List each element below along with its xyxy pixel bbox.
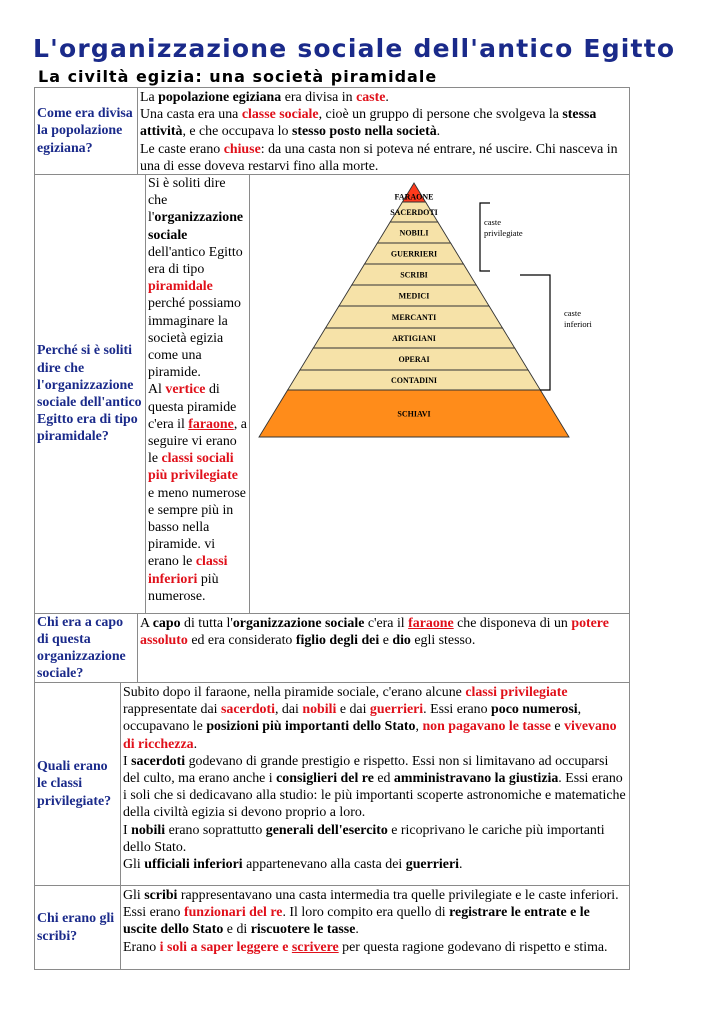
pyramid-level-label: GUERRIERI <box>390 249 438 259</box>
body-text: e meno numerose e sempre più in basso nella piramide. vi erano le <box>148 485 246 570</box>
body-text: : da una casta non si poteva né entrare, né uscire. Chi nasceva in una di esse doveva restarvi fino alla morte. <box>140 141 618 174</box>
highlight-text: guerrieri <box>369 702 424 718</box>
body-text: . Essi erano i soli che si dedicavano alla studio: le più importanti scoperte astronomiche e matematiche della civiltà egizia si devono proprio a loro. <box>123 771 626 821</box>
body-text: e <box>379 633 393 649</box>
pyramid-level-label: ARTIGIANI <box>392 334 436 343</box>
bracket-label-privileged: caste <box>484 217 501 227</box>
body-text: I <box>123 753 132 769</box>
body-text: . <box>385 90 389 105</box>
question-privilegiate: Quali erano le classi privilegiate? <box>34 682 121 886</box>
body-text: Una casta era una <box>140 107 242 123</box>
bold-text: amministravano la giustizia <box>393 771 559 787</box>
body-text: Le caste erano <box>140 141 224 157</box>
bold-text: consiglieri del re <box>276 771 374 787</box>
pyramid-level-label: NOBILI <box>399 228 429 238</box>
answer-privilegiate-p1 <box>123 684 627 753</box>
answer-scribi-p1 <box>123 887 627 939</box>
body-text: Gli <box>123 857 145 873</box>
bracket-label-privileged: privilegiate <box>484 228 523 238</box>
pyramid-level-label: SCRIBI <box>400 270 428 280</box>
bold-text: stessa attività <box>140 107 597 140</box>
body-text: . <box>436 124 441 140</box>
highlight-text: chiuse <box>223 141 261 157</box>
body-text: Erano <box>123 939 160 955</box>
highlight-text: classe sociale <box>241 107 319 123</box>
highlight-text: caste <box>356 90 386 105</box>
body-text: appartenevano alla casta dei <box>242 857 406 873</box>
highlight-text: scrivere <box>291 939 339 955</box>
answer-privilegiate-p3 <box>123 822 627 856</box>
question-caste: Come era divisa la popolazione egiziana? <box>34 87 138 175</box>
highlight-text: classi sociali più privilegiate <box>148 451 238 484</box>
bracket-label-inferior: inferiori <box>564 319 592 329</box>
body-text: egli stesso. <box>410 633 476 649</box>
pyramid-level-label: FARAONE <box>394 192 434 202</box>
body-text: , cioè un gruppo di persone che svolgeva la <box>318 107 563 123</box>
highlight-text: faraone <box>188 416 234 432</box>
answer-caste-p1 <box>140 89 627 106</box>
answer-caste-p3 <box>140 141 627 175</box>
body-text: Subito dopo il faraone, nella piramide sociale, c'erano alcune <box>123 685 466 700</box>
highlight-text: nobili <box>302 702 337 718</box>
answer-capo <box>137 613 630 683</box>
body-text: rappresentate dai <box>123 702 221 718</box>
answer-privilegiate <box>120 682 630 886</box>
body-text: di questa piramide c'era il <box>148 382 237 432</box>
bold-text: registrare le entrate e le uscite dello Stato <box>123 905 590 938</box>
body-text: perché possiamo immaginare la società egizia come una piramide. <box>148 296 241 381</box>
body-text: . <box>193 736 198 752</box>
pyramid-level-label: MEDICI <box>398 291 430 301</box>
answer-capo-p1 <box>140 615 627 649</box>
question-capo: Chi era a capo di questa organizzazione sociale? <box>34 613 138 683</box>
body-text: e di <box>223 922 251 938</box>
body-text: godevano di grande prestigio e rispetto. Essi non si limitavano ad occuparsi del culto, ma erano anche i <box>123 753 609 787</box>
answer-privilegiate-p4 <box>123 856 627 873</box>
highlight-text: classi inferiori <box>148 554 228 587</box>
answer-scribi-p2 <box>123 939 627 956</box>
highlight-text: faraone <box>408 616 454 631</box>
bold-text: guerrieri <box>405 857 459 873</box>
body-text: I <box>123 822 132 838</box>
body-text: ed <box>373 771 394 787</box>
highlight-text: piramidale <box>148 279 213 295</box>
body-text: erano soprattutto <box>165 822 266 838</box>
bold-text: dio <box>392 633 411 649</box>
body-text: più numerose. <box>148 571 219 604</box>
question-pyramid: Perché si è soliti dire che l'organizzazione sociale dell'antico Egitto era di tipo piramidale? <box>34 174 146 614</box>
pyramid-level-label: SCHIAVI <box>397 409 431 419</box>
body-text: rappresentavano una casta intermedia tra quelle privilegiate e le caste inferiori. Essi erano <box>123 888 619 921</box>
highlight-text: sacerdoti <box>220 702 275 718</box>
bold-text: riscuotere le tasse <box>250 922 356 938</box>
body-text: Si è soliti dire che l' <box>148 176 226 226</box>
highlight-text: classi privilegiate <box>465 685 568 700</box>
body-text: , <box>415 719 423 735</box>
body-text: , e che occupava lo <box>182 124 292 140</box>
answer-pyramid <box>145 174 250 614</box>
page-title: L'organizzazione sociale dell'antico Egitto <box>33 34 676 63</box>
body-text: . Il loro compito era quello di <box>282 905 450 921</box>
bold-text: figlio degli dei <box>295 633 380 649</box>
bold-text: popolazione egiziana <box>158 90 282 105</box>
highlight-text: vivevano di ricchezza <box>123 719 617 752</box>
pyramid-cell <box>249 174 630 614</box>
highlight-text: potere assoluto <box>140 616 609 649</box>
body-text: c'era il <box>364 616 409 631</box>
body-text: , occupavano le <box>123 702 582 735</box>
body-text: e ricoprivano le cariche più importanti dello Stato. <box>123 822 605 855</box>
body-text: dell'antico Egitto era di tipo <box>148 244 243 278</box>
answer-caste <box>137 87 630 175</box>
body-text: e dai <box>336 702 370 718</box>
bold-text: organizzazione sociale <box>232 616 365 631</box>
bold-text: ufficiali inferiori <box>144 857 243 873</box>
body-text: era divisa in <box>281 90 357 105</box>
question-scribi: Chi erano gli scribi? <box>34 885 121 970</box>
body-text: . Essi erano <box>423 702 492 718</box>
answer-pyramid-p1 <box>148 175 247 381</box>
pyramid-level-label: SACERDOTI <box>390 208 438 217</box>
bold-text: organizzazione sociale <box>148 210 244 243</box>
bold-text: scribi <box>144 888 178 903</box>
bold-text: capo <box>152 616 181 631</box>
bold-text: posizioni più importanti dello Stato <box>206 719 416 735</box>
body-text: . <box>355 922 359 938</box>
pyramid-level-label: OPERAI <box>398 355 430 364</box>
bold-text: generali dell'esercito <box>265 822 388 838</box>
answer-privilegiate-p2 <box>123 753 627 822</box>
bold-text: sacerdoti <box>131 753 186 769</box>
bold-text: nobili <box>131 822 166 838</box>
body-text: La <box>140 90 159 105</box>
bold-text: poco numerosi <box>491 702 578 718</box>
bracket-label-inferior: caste <box>564 308 581 318</box>
body-text: che disponeva di un <box>453 616 572 631</box>
highlight-text: e <box>282 939 289 955</box>
body-text: Al <box>148 382 166 398</box>
highlight-text: vertice <box>165 382 206 398</box>
body-text: e <box>550 719 565 735</box>
pyramid-level-label: CONTADINI <box>390 376 438 385</box>
body-text: A <box>140 616 153 631</box>
highlight-text: funzionari del re <box>183 905 283 921</box>
answer-caste-p2 <box>140 106 627 140</box>
highlight-text: i soli a saper leggere <box>159 939 279 955</box>
page-subtitle: La civiltà egizia: una società piramidale <box>38 67 438 86</box>
body-text: Gli <box>123 888 145 903</box>
pyramid-level-label: MERCANTI <box>391 313 437 322</box>
answer-scribi <box>120 885 630 970</box>
body-text: ed era considerato <box>187 633 296 649</box>
body-text: per questa ragione godevano di rispetto e stima. <box>338 939 608 955</box>
highlight-text: non pagavano le tasse <box>422 719 551 735</box>
pyramid-diagram <box>250 175 629 613</box>
body-text: di tutta l' <box>180 616 233 631</box>
answer-pyramid-p2 <box>148 381 247 605</box>
bold-text: stesso posto nella società <box>291 124 437 140</box>
body-text: , dai <box>274 702 303 718</box>
body-text: , a seguire vi erano le <box>148 416 247 467</box>
body-text: . <box>458 857 463 873</box>
